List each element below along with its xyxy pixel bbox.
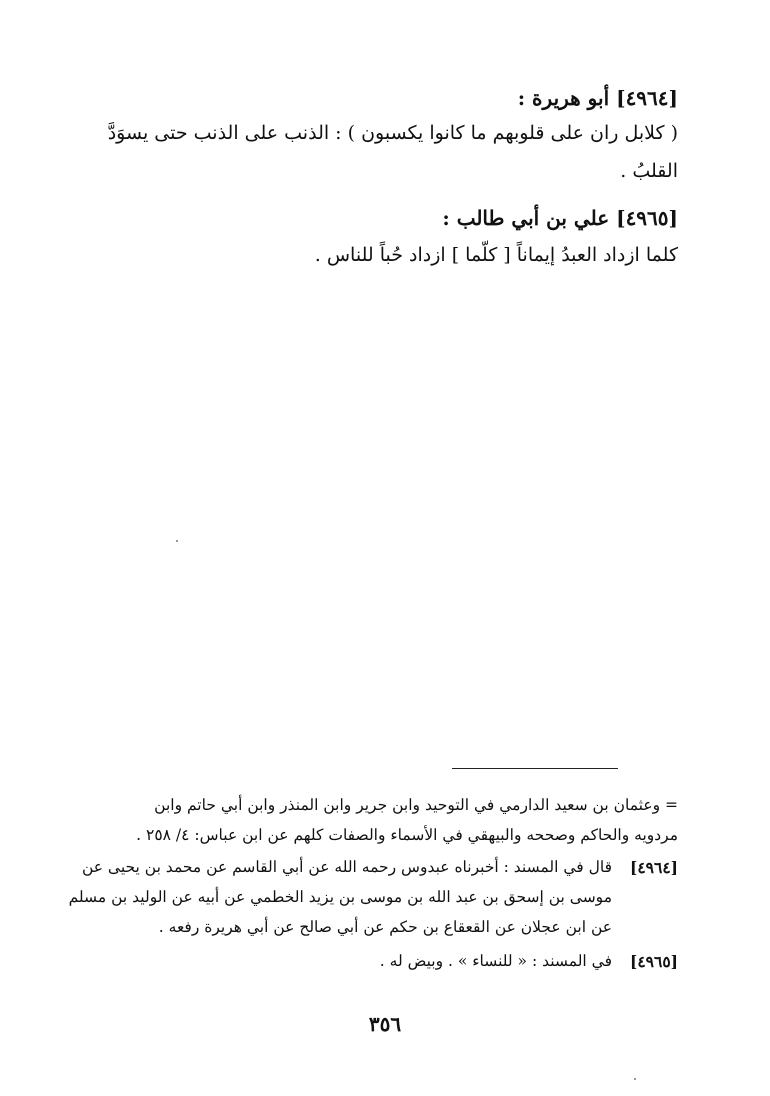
page-number: ٣٥٦ xyxy=(368,1012,402,1036)
footnote-line: موسى بن إسحق بن عبد الله بن موسى بن يزيد الخطمي عن أبيه عن الوليد بن مسلم xyxy=(68,888,612,906)
footnote-line: = وعثمان بن سعيد الدارمي في التوحيد وابن جرير وابن المنذر وابن أبي حاتم وابن xyxy=(154,796,678,814)
footnote-line: عن ابن عجلان عن القعقاع بن حكم عن أبي صالح عن أبي هريرة رفعه . xyxy=(158,918,612,936)
speck-mark xyxy=(176,540,178,542)
entry-heading-4965: [٤٩٦٥] علي بن أبي طالب : xyxy=(442,206,678,230)
entry-text-line: ( كلابل ران على قلوبهم ما كانوا يكسبون ) : الذنب على الذنب حتى يسوَدَّ xyxy=(107,122,678,144)
footnote-number-4964: [٤٩٦٤] xyxy=(630,858,678,877)
entry-text-line: كلما ازداد العبدُ إيماناً [ كلّما ] ازداد حُباً للناس . xyxy=(314,244,678,266)
footnote-number-4965: [٤٩٦٥] xyxy=(630,952,678,971)
entry-text-line: القلبُ . xyxy=(620,160,678,182)
speck-mark xyxy=(634,1078,636,1080)
footnote-line: مردويه والحاكم وصححه والبيهقي في الأسماء والصفات كلهم عن ابن عباس: ٤/ ٢٥٨ . xyxy=(136,826,678,844)
entry-heading-4964: [٤٩٦٤] أبو هريرة : xyxy=(517,86,678,110)
footnote-line: قال في المسند : أخبرناه عبدوس رحمه الله عن أبي القاسم عن محمد بن يحيى عن xyxy=(81,858,612,876)
footnote-line: في المسند : « للنساء » . وبيض له . xyxy=(379,952,612,970)
footnote-separator xyxy=(452,768,618,769)
